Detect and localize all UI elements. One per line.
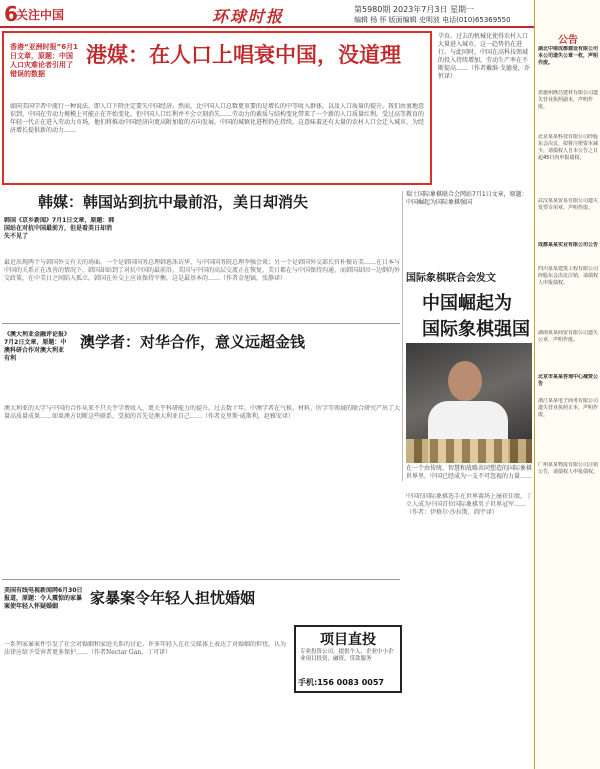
notice-item: 浙江某某电子商务有限公司遗失营业执照正本，声明作废。 <box>538 398 598 418</box>
notices-header: 公告 <box>558 35 578 46</box>
lead-article <box>2 31 432 185</box>
chess-kicker: 瑞士国际象棋联合会网站7月1日文章，原题：中国崛起为国际象棋强国 <box>406 191 528 206</box>
editor-info: 编辑 杨 怀 版面编辑 史明波 电话(010)65369550 <box>354 16 511 24</box>
chess-headline-line2: 国际象棋强国 <box>422 319 530 340</box>
korea-headline: 韩媒：韩国站到抗中最前沿，美日却消失 <box>38 193 309 211</box>
page-number: 6 <box>4 2 18 26</box>
section-divider <box>2 323 400 324</box>
masthead <box>0 0 600 28</box>
issue-info: 第5980期 2023年7月3日 星期一 <box>354 5 474 14</box>
korea-kicker: 韩国《京乡新闻》7月1日文章，原题：韩国站在对抗中国最前方，但是看美日却消失不见了 <box>4 217 115 240</box>
player-face <box>448 361 482 401</box>
notice-item: 湖南某某商贸有限公司遗失公章，声明作废。 <box>538 330 598 343</box>
korea-body: 最近出现两个与韩国外交有关的场面。一个是韩国国务总理韩悳洙访华，与中国国务院总理李强会谈；另一个是韩国外交部长官朴振访美……在日本与中国的关系正在改善的情况下，韩国却站到了对抗中国的最前沿。美国与中国的高层交流正在恢复，美日都在与中国保持沟通，而韩国却因一边倒的外交政策，在中美日之间陷入孤立。韩国在外交上应该保持平衡，这是最基本的……（作者金旭镐，张静译） <box>4 259 400 282</box>
notice-item: 恩施州隆昌建材有限公司遗失营业执照副本，声明作废。 <box>538 90 598 110</box>
lead-headline: 港媒：在人口上唱衰中国，没道理 <box>86 43 401 67</box>
ad-text: 专业投资公司，提供个人、企业中小企业项目投资，融资，贷款服务 <box>300 649 394 662</box>
notice-item: 北京市某某咨询中心减资公告 <box>538 374 598 387</box>
notice-item: 广州某某物流有限公司注销公告，请债权人申报债权。 <box>538 462 598 475</box>
australia-body: 澳大利亚的大学与中国的合作从来不只关乎学费收入，更关乎科研能力的提升。过去数十年，中澳学者在气候、材料、医学等领域的联合研究产出了大量高质量成果……如果澳方切断这些联系，受损的首先是澳大利亚自己……（作者克里斯·威斯利，赵雅安译） <box>4 405 400 420</box>
chess-body: 中国的国际象棋选手在世界赛场上屡获佳绩，丁立人成为中国首位国际象棋男子世界冠军……（作者：伊格尔·沙拉斯，阎宇译） <box>406 493 532 516</box>
section-divider <box>2 579 400 580</box>
photo-caption: 在一个由传统、智慧和战略共同塑造的国际象棋世界里，中国已经成为一支不可忽视的力量…… <box>406 465 532 480</box>
youth-kicker: 美国有线电视新闻网6月30日报道，原题：令人震惊的家暴案使年轻人怀疑婚姻 <box>4 587 83 610</box>
newspaper-logo: 环球时报 <box>212 7 285 26</box>
australia-headline: 澳学者：对华合作，意义远超金钱 <box>80 333 306 351</box>
notice-item: 湖北中南成都建设有限公司本公司遗失公章一枚，声明作废。 <box>538 46 598 66</box>
column-divider <box>402 191 403 481</box>
notice-item: 北京某某科技有限公司经股东会决议，拟将注册资本减少，请债权人自本公告之日起45日内申报债权。 <box>538 134 598 161</box>
chess-subtitle: 国际象棋联合会发文 <box>406 273 496 284</box>
lead-body: 如同美国学者中流行一种说法，即人口下降注定要失中国经济。然而，比中国人口总数更重要的是增长的中等收入群体，以及人口质量的提升。我们由衷地意识到，中国在劳动力规模上可能正在开始变化，但中国人口红利并不会立刻消失……劳动力的素质与结构变化带来了一个新的人口质量红利。受过高等教育的年轻一代正在进入劳动力市场，他们将推动中国经济向更高附加值的方向发展。中国的城镇化进程仍在持续，这意味着还有大量的农村人口会迁入城市，为经济增长提供新的动力…… <box>10 103 425 134</box>
australia-kicker: 《澳大利亚金融评论报》7月2日文章，原题：中澳科研合作对澳大利亚有利 <box>4 331 68 362</box>
notice-item: 武汉某某贸易有限公司遗失发票专用章，声明作废。 <box>538 198 598 211</box>
youth-body: 一系列家暴案件引发了社会对婚姻和家庭关系的讨论。许多年轻人在社交媒体上表达了对婚姻的担忧，认为法律应给予受害者更多保护……（作者Nectar Gan，丁可译） <box>4 641 287 656</box>
main-content <box>2 31 532 767</box>
chess-player-photo <box>406 343 532 463</box>
notices-column <box>534 0 600 769</box>
ad-phone: 手机:156 0083 0057 <box>298 678 384 687</box>
chessboard <box>406 439 532 463</box>
lead-kicker: 香港“亚洲时报”6月1日文章，原题：中国人口灾难论者引用了错误的数据 <box>10 43 78 78</box>
youth-headline: 家暴案令年轻人担忧婚姻 <box>90 589 256 607</box>
ad-title: 项目直投 <box>320 632 376 648</box>
project-ad <box>294 625 402 693</box>
notice-item: 四川某某建筑工程有限公司经股东会决议注销，请债权人申报债权。 <box>538 266 598 286</box>
section-title: 关注中国 <box>16 8 65 22</box>
chess-headline-line1: 中国崛起为 <box>422 293 512 314</box>
notice-item: 成都某某实业有限公司公告 <box>538 242 598 248</box>
lead-side-column: 孕育。过去的机械化使得农村人口大量进入城市，这一趋势仍在进行。与此同时，中国在高科技领域的投入持续增加，劳动生产率在不断提高……（作者戴维·戈德曼，乔恒译） <box>438 33 530 80</box>
